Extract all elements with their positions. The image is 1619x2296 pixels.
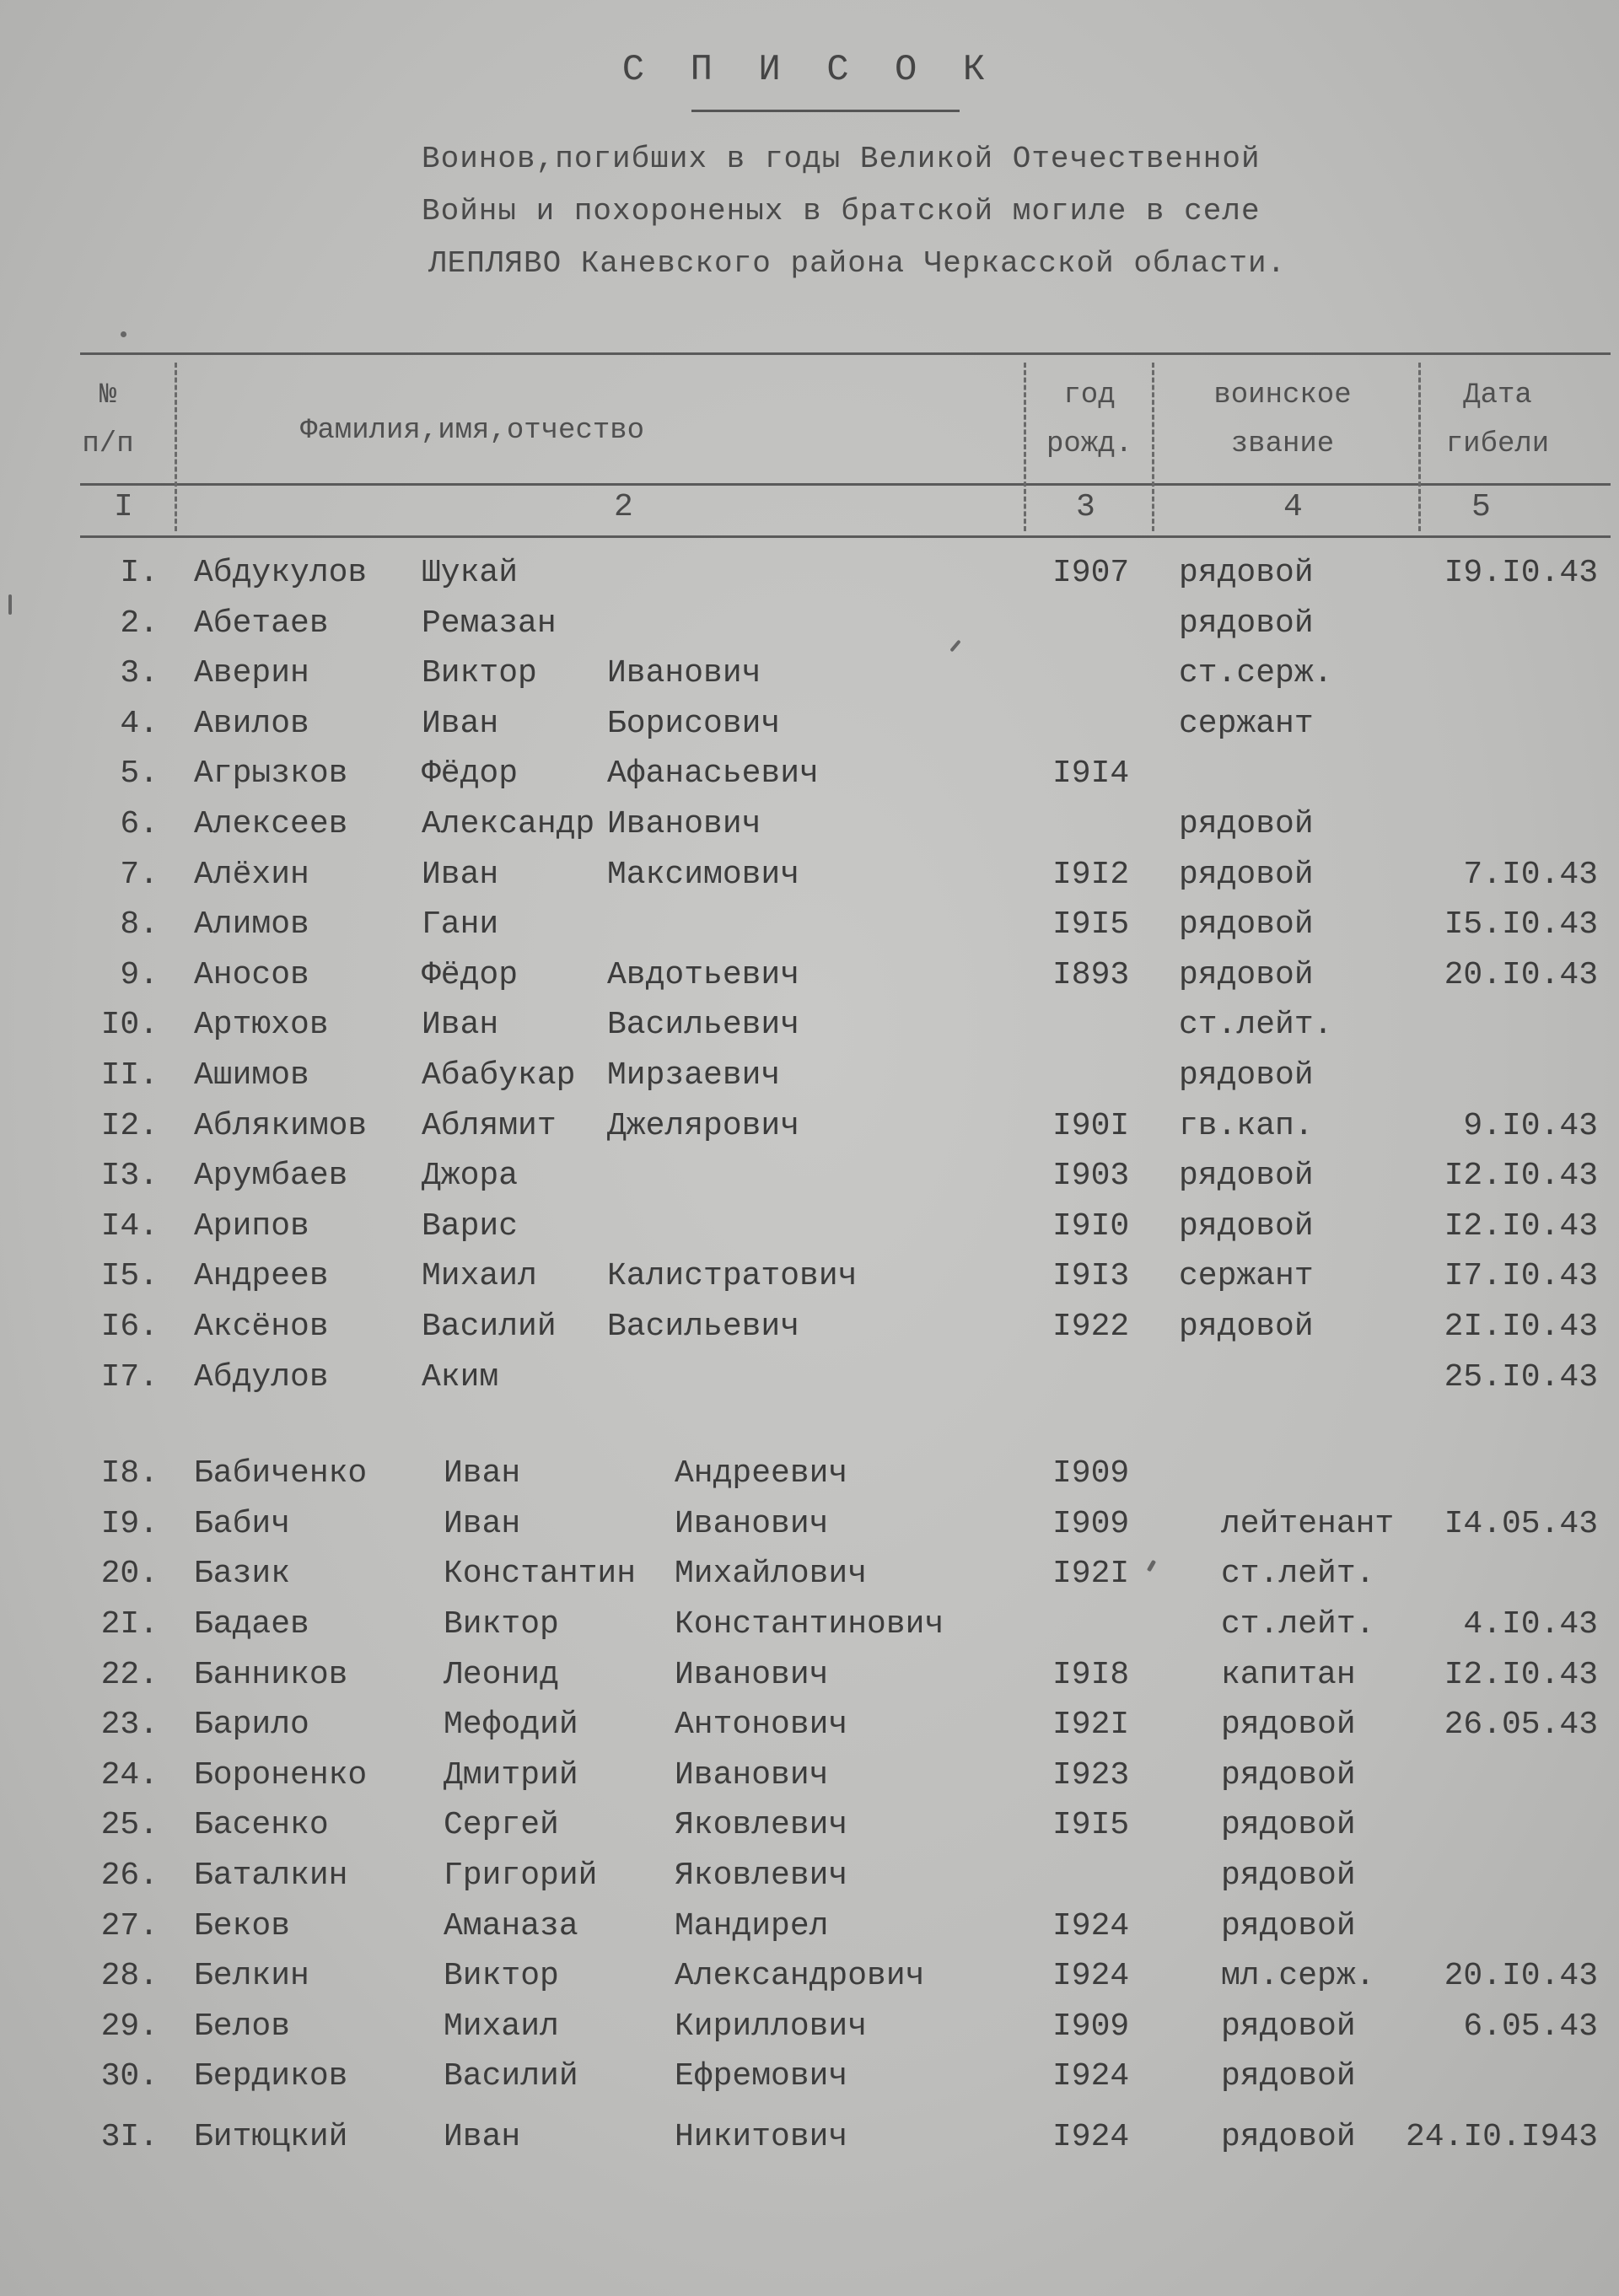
given-name: Александр [422, 806, 595, 842]
military-rank: рядовой [1221, 1858, 1356, 1894]
surname: Агрызков [194, 755, 348, 792]
given-name: Дмитрий [444, 1757, 578, 1793]
header-date-line: Дата [1463, 379, 1532, 411]
given-name: Аблямит [422, 1108, 557, 1144]
surname: Беков [194, 1908, 291, 1944]
surname: Аносов [194, 957, 309, 993]
military-rank: рядовой [1179, 1057, 1314, 1094]
military-rank: капитан [1221, 1657, 1356, 1693]
patronymic: Максимович [607, 857, 800, 893]
surname: Андреев [194, 1258, 329, 1294]
patronymic: Михайлович [675, 1556, 868, 1592]
given-name: Леонид [444, 1657, 559, 1693]
given-name: Иван [422, 706, 499, 742]
birth-year: I893 [1052, 957, 1130, 993]
birth-year: I92I [1052, 1707, 1130, 1743]
surname: Бабиченко [194, 1455, 368, 1492]
row-number: I3. [100, 1158, 159, 1194]
death-date: 20.I0.43 [1444, 1958, 1598, 1994]
death-date: I2.I0.43 [1444, 1158, 1598, 1194]
table-row [0, 1757, 1619, 1808]
table-row [0, 2119, 1619, 2170]
military-rank: лейтенант [1221, 1506, 1395, 1542]
table-row [0, 1208, 1619, 1259]
column-number: 5 [1471, 489, 1491, 525]
given-name: Михаил [444, 2008, 559, 2045]
given-name: Иван [444, 1455, 521, 1492]
given-name: Иван [444, 1506, 521, 1542]
military-rank: рядовой [1179, 957, 1314, 993]
header-rank-line: воинское [1213, 379, 1352, 411]
column-number: 4 [1283, 489, 1303, 525]
given-name: Аманаза [444, 1908, 578, 1944]
row-number: 3. [120, 655, 159, 691]
surname: Басенко [194, 1807, 329, 1843]
patronymic: Афанасьевич [607, 755, 819, 792]
header-year [1039, 371, 1140, 469]
surname: Арумбаев [194, 1158, 348, 1194]
row-number: I5. [100, 1258, 159, 1294]
row-number: 7. [120, 857, 159, 893]
death-date: I9.I0.43 [1444, 555, 1598, 591]
subtitle-line: Воинов,погибших в годы Великой Отечественной [422, 142, 1261, 176]
column-divider [1024, 363, 1028, 531]
death-date: 9.I0.43 [1463, 1108, 1598, 1144]
paper-speck [8, 594, 12, 615]
surname: Белов [194, 2008, 291, 2045]
birth-year: I924 [1052, 1958, 1130, 1994]
table-row [0, 1858, 1619, 1908]
patronymic: Константинович [675, 1606, 944, 1643]
header-number [74, 371, 142, 469]
given-name: Мефодий [444, 1707, 578, 1743]
table-row [0, 2008, 1619, 2059]
row-number: 6. [120, 806, 159, 842]
given-name: Михаил [422, 1258, 537, 1294]
given-name: Гани [422, 906, 499, 943]
given-name: Варис [422, 1208, 519, 1245]
row-number: I. [120, 555, 159, 591]
surname: Баталкин [194, 1858, 348, 1894]
column-number: 2 [614, 489, 633, 525]
surname: Бороненко [194, 1757, 368, 1793]
birth-year: I9I2 [1052, 857, 1130, 893]
patronymic: Мирзаевич [607, 1057, 781, 1094]
row-number: I6. [100, 1309, 159, 1345]
table-row [0, 1108, 1619, 1159]
table-row [0, 706, 1619, 756]
birth-year: I92I [1052, 1556, 1130, 1592]
subtitle-line: Войны и похороненых в братской могиле в селе [422, 194, 1261, 229]
table-row [0, 1908, 1619, 1959]
table-row [0, 1506, 1619, 1557]
military-rank: рядовой [1221, 1757, 1356, 1793]
military-rank: мл.серж. [1221, 1958, 1375, 1994]
military-rank: сержант [1179, 1258, 1314, 1294]
given-name: Шукай [422, 555, 519, 591]
column-divider [1418, 363, 1423, 531]
table-row [0, 1807, 1619, 1858]
given-name: Григорий [444, 1858, 598, 1894]
header-rank-line: звание [1230, 428, 1335, 460]
death-date: 20.I0.43 [1444, 957, 1598, 993]
birth-year: I909 [1052, 1506, 1130, 1542]
military-rank: рядовой [1179, 555, 1314, 591]
row-number: 27. [100, 1908, 159, 1944]
given-name: Виктор [444, 1958, 559, 1994]
given-name: Сергей [444, 1807, 559, 1843]
surname: Абдукулов [194, 555, 368, 591]
surname: Бердиков [194, 2058, 348, 2094]
header-number-line: № [99, 379, 117, 411]
table-row [0, 857, 1619, 907]
row-number: 4. [120, 706, 159, 742]
surname: Алёхин [194, 857, 309, 893]
death-date: 4.I0.43 [1463, 1606, 1598, 1643]
surname: Аксёнов [194, 1309, 329, 1345]
row-number: 25. [100, 1807, 159, 1843]
birth-year: I922 [1052, 1309, 1130, 1345]
death-date: 2I.I0.43 [1444, 1309, 1598, 1345]
row-number: 8. [120, 906, 159, 943]
patronymic: Иванович [675, 1657, 829, 1693]
row-number: 2I. [100, 1606, 159, 1643]
table-row [0, 957, 1619, 1008]
table-row [0, 605, 1619, 656]
surname: Абдулов [194, 1359, 329, 1395]
given-name: Василий [444, 2058, 578, 2094]
birth-year: I907 [1052, 555, 1130, 591]
surname: Барило [194, 1707, 309, 1743]
header-name-line: Фамилия,имя,отчество [300, 415, 645, 447]
table-row [0, 2058, 1619, 2109]
death-date: 6.05.43 [1463, 2008, 1598, 2045]
subtitle-line: ЛЕПЛЯВО Каневского района Черкасской области. [428, 246, 1287, 281]
given-name: Абабукар [422, 1057, 576, 1094]
given-name: Фёдор [422, 755, 519, 792]
row-number: I4. [100, 1208, 159, 1245]
given-name: Виктор [422, 655, 537, 691]
header-date [1430, 371, 1565, 469]
given-name: Иван [422, 857, 499, 893]
table-row [0, 1958, 1619, 2008]
patronymic: Иванович [607, 806, 761, 842]
birth-year: I924 [1052, 2119, 1130, 2155]
birth-year: I924 [1052, 2058, 1130, 2094]
row-number: 20. [100, 1556, 159, 1592]
row-number: 30. [100, 2058, 159, 2094]
military-rank: рядовой [1179, 605, 1314, 642]
patronymic: Иванович [675, 1757, 829, 1793]
surname: Алексеев [194, 806, 348, 842]
row-number: 28. [100, 1958, 159, 1994]
table-row [0, 1359, 1619, 1410]
patronymic: Иванович [675, 1506, 829, 1542]
patronymic: Никитович [675, 2119, 848, 2155]
birth-year: I923 [1052, 1757, 1130, 1793]
surname: Абетаев [194, 605, 329, 642]
surname: Банников [194, 1657, 348, 1693]
row-number: 2. [120, 605, 159, 642]
military-rank: рядовой [1179, 1158, 1314, 1194]
birth-year: I9I8 [1052, 1657, 1130, 1693]
patronymic: Мандирел [675, 1908, 829, 1944]
title-underline [691, 110, 960, 112]
birth-year: I903 [1052, 1158, 1130, 1194]
row-number: 5. [120, 755, 159, 792]
birth-year: I909 [1052, 1455, 1130, 1492]
row-number: 24. [100, 1757, 159, 1793]
row-number: 26. [100, 1858, 159, 1894]
table-row [0, 655, 1619, 706]
surname: Авилов [194, 706, 309, 742]
patronymic: Кириллович [675, 2008, 868, 2045]
death-date: I2.I0.43 [1444, 1657, 1598, 1693]
row-number: 29. [100, 2008, 159, 2045]
column-divider [175, 363, 179, 531]
patronymic: Калистратович [607, 1258, 858, 1294]
given-name: Аким [422, 1359, 499, 1395]
patronymic: Ефремович [675, 2058, 848, 2094]
column-number-rule [80, 535, 1611, 538]
paper-speck [121, 331, 126, 337]
row-number: 23. [100, 1707, 159, 1743]
patronymic: Борисович [607, 706, 781, 742]
column-number: I [114, 489, 133, 525]
table-top-rule [80, 352, 1611, 355]
patronymic: Андреевич [675, 1455, 848, 1492]
given-name: Иван [422, 1007, 499, 1043]
table-row [0, 1309, 1619, 1359]
given-name: Виктор [444, 1606, 559, 1643]
military-rank: рядовой [1179, 906, 1314, 943]
table-row [0, 1057, 1619, 1108]
table-row [0, 1707, 1619, 1757]
header-number-line: п/п [82, 428, 134, 460]
military-rank: ст.серж. [1179, 655, 1333, 691]
document-title: С П И С О К [621, 49, 998, 91]
given-name: Фёдор [422, 957, 519, 993]
row-number: I8. [100, 1455, 159, 1492]
military-rank: рядовой [1221, 1908, 1356, 1944]
table-row [0, 1007, 1619, 1057]
military-rank: сержант [1179, 706, 1314, 742]
death-date: I4.05.43 [1444, 1506, 1598, 1542]
table-row [0, 555, 1619, 605]
table-row [0, 1258, 1619, 1309]
military-rank: рядовой [1221, 1807, 1356, 1843]
death-date: I5.I0.43 [1444, 906, 1598, 943]
patronymic: Яковлевич [675, 1807, 848, 1843]
patronymic: Антонович [675, 1707, 848, 1743]
military-rank: гв.кап. [1179, 1108, 1314, 1144]
row-number: 9. [120, 957, 159, 993]
surname: Алимов [194, 906, 309, 943]
patronymic: Васильевич [607, 1309, 800, 1345]
header-year-line: год [1063, 379, 1116, 411]
military-rank: ст.лейт. [1179, 1007, 1333, 1043]
birth-year: I9I0 [1052, 1208, 1130, 1245]
given-name: Джора [422, 1158, 519, 1194]
death-date: I2.I0.43 [1444, 1208, 1598, 1245]
death-date: 25.I0.43 [1444, 1359, 1598, 1395]
surname: Артюхов [194, 1007, 329, 1043]
table-row [0, 1455, 1619, 1506]
header-year-line: рожд. [1046, 428, 1133, 460]
military-rank: ст.лейт. [1221, 1556, 1375, 1592]
patronymic: Иванович [607, 655, 761, 691]
birth-year: I909 [1052, 2008, 1130, 2045]
surname: Арипов [194, 1208, 309, 1245]
surname: Бабич [194, 1506, 291, 1542]
surname: Бадаев [194, 1606, 309, 1643]
table-row [0, 755, 1619, 806]
military-rank: ст.лейт. [1221, 1606, 1375, 1643]
document-subtitle [422, 133, 1408, 290]
given-name: Василий [422, 1309, 557, 1345]
row-number: I7. [100, 1359, 159, 1395]
military-rank: рядовой [1221, 2008, 1356, 2045]
military-rank: рядовой [1221, 2058, 1356, 2094]
table-row [0, 906, 1619, 957]
death-date: 24.I0.I943 [1405, 2119, 1598, 2155]
birth-year: I90I [1052, 1108, 1130, 1144]
military-rank: рядовой [1179, 1208, 1314, 1245]
header-name [300, 406, 644, 455]
birth-year: I9I5 [1052, 1807, 1130, 1843]
row-number: I9. [100, 1506, 159, 1542]
birth-year: I9I4 [1052, 755, 1130, 792]
surname: Ашимов [194, 1057, 309, 1094]
patronymic: Джелярович [607, 1108, 800, 1144]
military-rank: рядовой [1179, 806, 1314, 842]
header-date-line: гибели [1445, 428, 1550, 460]
patronymic: Яковлевич [675, 1858, 848, 1894]
surname: Базик [194, 1556, 291, 1592]
death-date: 26.05.43 [1444, 1707, 1598, 1743]
header-bottom-rule [80, 483, 1611, 486]
military-rank: рядовой [1221, 2119, 1356, 2155]
given-name: Иван [444, 2119, 521, 2155]
patronymic: Васильевич [607, 1007, 800, 1043]
row-number: I0. [100, 1007, 159, 1043]
surname: Аверин [194, 655, 309, 691]
table-row [0, 1158, 1619, 1208]
given-name: Ремазан [422, 605, 557, 642]
table-row [0, 806, 1619, 857]
patronymic: Авдотьевич [607, 957, 800, 993]
death-date: I7.I0.43 [1444, 1258, 1598, 1294]
birth-year: I9I5 [1052, 906, 1130, 943]
military-rank: рядовой [1179, 1309, 1314, 1345]
table-row [0, 1657, 1619, 1707]
military-rank: рядовой [1221, 1707, 1356, 1743]
header-rank [1177, 371, 1388, 469]
birth-year: I924 [1052, 1908, 1130, 1944]
column-divider [1152, 363, 1156, 531]
military-rank: рядовой [1179, 857, 1314, 893]
birth-year: I9I3 [1052, 1258, 1130, 1294]
given-name: Константин [444, 1556, 637, 1592]
row-number: I2. [100, 1108, 159, 1144]
death-date: 7.I0.43 [1463, 857, 1598, 893]
row-number: II. [100, 1057, 159, 1094]
table-row [0, 1556, 1619, 1606]
surname: Аблякимов [194, 1108, 368, 1144]
patronymic: Александрович [675, 1958, 925, 1994]
table-row [0, 1606, 1619, 1657]
surname: Битюцкий [194, 2119, 348, 2155]
column-number: 3 [1076, 489, 1095, 525]
row-number: 3I. [100, 2119, 159, 2155]
row-number: 22. [100, 1657, 159, 1693]
surname: Белкин [194, 1958, 309, 1994]
